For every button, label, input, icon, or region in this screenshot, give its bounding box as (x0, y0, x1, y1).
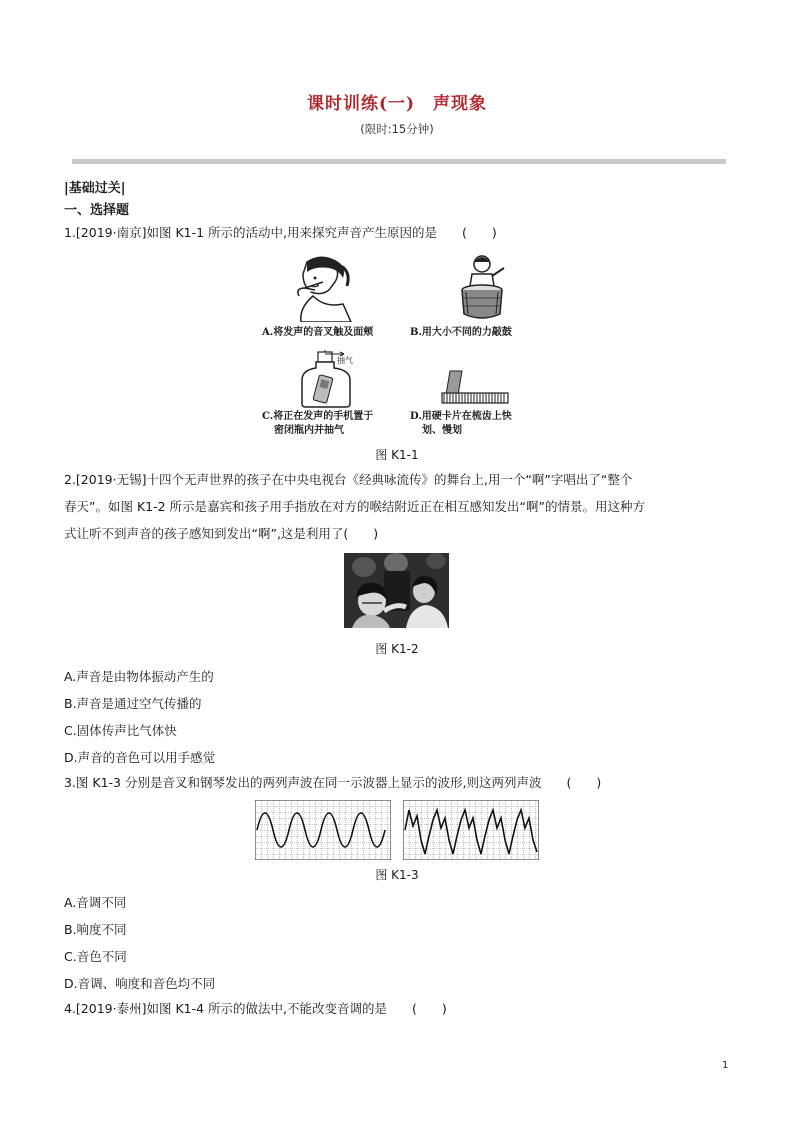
page-title: 课时训练(一) 声现象 (306, 94, 488, 114)
question-1-text: 1.[2019·南京]如图 K1-1 所示的活动中,用来探究声音产生原因的是 ( ) (64, 225, 497, 240)
question-2-line-1: 2.[2019·无锡]十四个无声世界的孩子在中央电视台《经典咏流传》的舞台上,用一个“啊”字唱出了“整个 (64, 472, 633, 487)
question-2-option-a: A.声音是由物体振动产生的 (64, 669, 214, 684)
question-3-option-a: A.音调不同 (64, 895, 127, 910)
q1-illustration-d (438, 369, 510, 405)
q1-illustration-a (285, 252, 355, 322)
q1-caption-d-line2: 划、慢划 (422, 425, 462, 436)
time-limit: (限时:15分钟) (360, 122, 434, 136)
q1-caption-d-line1: D.用硬卡片在梳齿上快 (410, 411, 512, 422)
q1-caption-a: A.将发声的音叉触及面颊 (262, 327, 374, 338)
question-2-option-d: D.声音的音色可以用手感觉 (64, 750, 216, 765)
waveform-tuning-fork (255, 800, 391, 860)
question-2-option-b: B.声音是通过空气传播的 (64, 696, 202, 711)
question-4-text: 4.[2019·泰州]如图 K1-4 所示的做法中,不能改变音调的是 ( ) (64, 1001, 447, 1016)
question-3-option-c: C.音色不同 (64, 949, 127, 964)
q1-pump-label: 抽气 (337, 356, 353, 365)
page-number: 1 (722, 1060, 729, 1071)
section-heading: |基础过关| (64, 181, 126, 196)
header-divider (72, 159, 726, 164)
figure-k1-2-photo (344, 553, 449, 628)
figure-k1-1-caption: 图 K1-1 (375, 448, 419, 462)
q1-illustration-b (452, 252, 512, 324)
question-2-line-3: 式让听不到声音的孩子感知到发出“啊”,这是利用了( ) (64, 526, 379, 541)
figure-k1-3-caption: 图 K1-3 (375, 868, 419, 882)
question-3-option-b: B.响度不同 (64, 922, 127, 937)
figure-k1-2-caption: 图 K1-2 (375, 642, 419, 656)
question-2-line-2: 春天”。如图 K1-2 所示是嘉宾和孩子用手指放在对方的喉结附近正在相互感知发出“啊”的情景。用这种方 (64, 499, 645, 514)
question-3-text: 3.图 K1-3 分别是音叉和钢琴发出的两列声波在同一示波器上显示的波形,则这两列声波 ( ) (64, 775, 602, 790)
question-2-option-c: C.固体传声比气体快 (64, 723, 177, 738)
q1-caption-c-line2: 密闭瓶内并抽气 (274, 425, 344, 436)
waveform-piano (403, 800, 539, 860)
q1-caption-b: B.用大小不同的力敲鼓 (410, 327, 512, 338)
q1-caption-c-line1: C.将正在发声的手机置于 (262, 411, 374, 422)
part-heading: 一、选择题 (64, 203, 130, 218)
question-3-option-d: D.音调、响度和音色均不同 (64, 976, 216, 991)
